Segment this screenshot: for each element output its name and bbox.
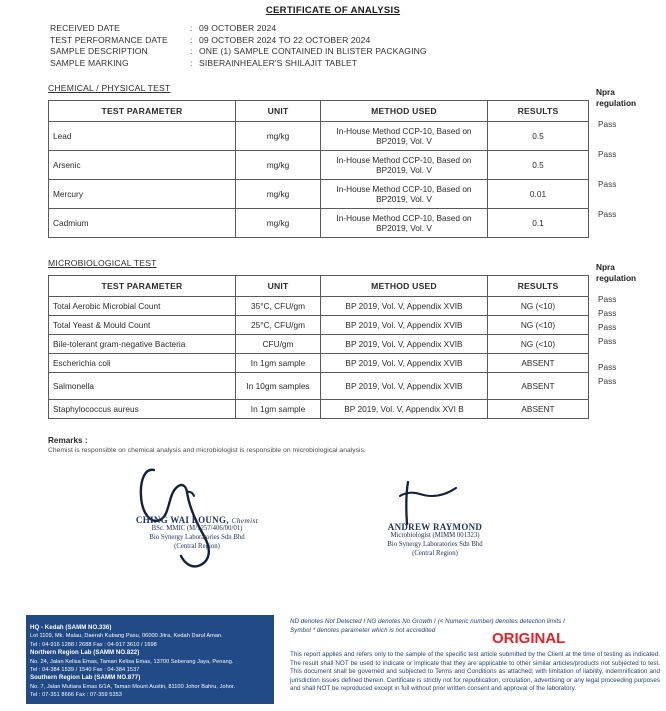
signatory-region: (Central Region) bbox=[174, 542, 220, 550]
cell-parameter: Salmonella bbox=[49, 373, 236, 400]
cell-result: 0.5 bbox=[488, 151, 589, 180]
npra-status-lead: Pass bbox=[598, 119, 617, 130]
denote-line-1: ND denotes Not Detected I NG denotes No Growth I (< Numeric number) denotes detection limits I bbox=[290, 618, 565, 625]
remarks-title: Remarks : bbox=[48, 436, 88, 446]
column-header-unit: UNIT bbox=[236, 276, 321, 297]
signatory-role: Chemist bbox=[231, 516, 259, 526]
original-stamp: ORIGINAL bbox=[492, 630, 566, 647]
meta-colon: : bbox=[190, 57, 193, 68]
cell-method: BP 2019, Vol. V, Appendix XVIB bbox=[321, 373, 488, 400]
signatory-company: Bio Synergy Laboratories Sdn Bhd bbox=[149, 533, 245, 541]
meta-row-test-performance-date bbox=[50, 35, 666, 47]
cell-unit: mg/kg bbox=[236, 180, 321, 209]
chemical-test-table bbox=[48, 100, 589, 238]
meta-colon: : bbox=[190, 34, 193, 45]
column-header-unit: UNIT bbox=[236, 101, 321, 122]
cell-parameter: Cadmium bbox=[49, 209, 236, 238]
table-header-row bbox=[49, 276, 589, 297]
office-name-northern: Northern Region Lab (SAMM NO.822) bbox=[30, 649, 140, 657]
remarks-body: Chemist is responsible on chemical analysis and microbiologist is responsible on microbiological analysis. bbox=[48, 447, 366, 455]
footer-notes bbox=[290, 617, 660, 693]
footer-office-addresses bbox=[30, 624, 274, 700]
cell-method: In-House Method CCP-10, Based on BP2019, Vol. V bbox=[321, 180, 488, 209]
cell-method: In-House Method CCP-10, Based on BP2019, Vol. V bbox=[321, 209, 488, 238]
signatory-credentials: Microbiologist (MIMM 001323) bbox=[390, 532, 480, 540]
table-row bbox=[49, 335, 589, 354]
cell-method: BP 2019, Vol. V, Appendix XVIB bbox=[321, 316, 488, 335]
column-header-test-parameter: TEST PARAMETER bbox=[49, 101, 236, 122]
table-row bbox=[49, 122, 589, 151]
cell-unit: In 10gm samples bbox=[236, 373, 321, 400]
npra-status-cadmium: Pass bbox=[598, 209, 617, 220]
cell-unit: 35°C, CFU/gm bbox=[236, 297, 321, 316]
meta-row-sample-description bbox=[50, 46, 666, 58]
meta-label: RECEIVED DATE bbox=[50, 23, 120, 33]
denote-line-2: Symbol * denotes parameter which is not accredited bbox=[290, 627, 436, 634]
npra-status-bile-tolerant-bacteria: Pass bbox=[598, 322, 617, 333]
cell-parameter: Arsenic bbox=[49, 151, 236, 180]
npra-regulation-header-chemical bbox=[596, 87, 666, 108]
cell-parameter: Staphylococcus aureus bbox=[49, 400, 236, 419]
cell-result: NG (<10) bbox=[488, 297, 589, 316]
column-header-test-parameter: TEST PARAMETER bbox=[49, 276, 236, 297]
cell-unit: mg/kg bbox=[236, 122, 321, 151]
microbiological-test-table bbox=[48, 275, 589, 419]
cell-result: NG (<10) bbox=[488, 316, 589, 335]
column-header-method-used: METHOD USED bbox=[321, 276, 488, 297]
npra-header-line2: regulation bbox=[596, 97, 637, 108]
cell-method: BP 2019, Vol. V, Appendix XVI B bbox=[321, 400, 488, 419]
meta-value: 09 OCTOBER 2024 TO 22 OCTOBER 2024 bbox=[199, 34, 371, 45]
cell-method: BP 2019, Vol. V, Appendix XVIB bbox=[321, 297, 488, 316]
cell-result: ABSENT bbox=[488, 373, 589, 400]
cell-parameter: Total Yeast & Mould Count bbox=[49, 316, 236, 335]
signatory-region: (Central Region) bbox=[412, 549, 458, 557]
footer bbox=[0, 607, 666, 711]
cell-unit: mg/kg bbox=[236, 209, 321, 238]
npra-status-arsenic: Pass bbox=[598, 149, 617, 160]
column-header-results: RESULTS bbox=[488, 101, 589, 122]
cell-parameter: Bile-tolerant gram-negative Bacteria bbox=[49, 335, 236, 354]
cell-unit: mg/kg bbox=[236, 151, 321, 180]
meta-row-received-date bbox=[50, 23, 666, 35]
table-row bbox=[49, 297, 589, 316]
signature-block-chemist bbox=[112, 515, 282, 551]
page-title: CERTIFICATE OF ANALYSIS bbox=[265, 5, 401, 16]
signature-block-microbiologist bbox=[350, 522, 520, 558]
cell-method: BP 2019, Vol. V, Appendix XVIB bbox=[321, 335, 488, 354]
cell-result: 0.1 bbox=[488, 209, 589, 238]
meta-label: TEST PERFORMANCE DATE bbox=[50, 34, 168, 45]
office-name-hq: HQ - Kedah (SAMM NO.336) bbox=[30, 624, 112, 631]
npra-status-staphylococcus-aureus: Pass bbox=[598, 376, 617, 387]
cell-method: BP 2019, Vol. V, Appendix XVIB bbox=[321, 354, 488, 373]
signature-area bbox=[0, 460, 666, 595]
table-row bbox=[49, 316, 589, 335]
signatory-name: ANDREW RAYMOND bbox=[387, 522, 483, 533]
column-header-method-used: METHOD USED bbox=[321, 101, 488, 122]
column-header-results: RESULTS bbox=[488, 276, 589, 297]
disclaimer-text: This report applies and refers only to the sample of the specific test article submitted by the Client at the time of testing as indicated. The result shall NOT be used to indicate or implicate that they are applicable to other similar articles/products not subjected to test. This document shall be governed and subjected to Terms and Conditions as attached; with limitation of liability, indemnification and jurisdiction issues defined therein. Certificate is strictly not for republication, circulation, advertising or any legal proceeding purposes and shall NOT be reproduced except in full without prior written consent and approval of the laboratory. bbox=[290, 651, 660, 693]
table-row bbox=[49, 354, 589, 373]
cell-result: 0.5 bbox=[488, 122, 589, 151]
table-row bbox=[49, 180, 589, 209]
npra-status-total-aerobic-microbial-count: Pass bbox=[598, 294, 617, 305]
npra-regulation-header-microbiological bbox=[596, 262, 666, 283]
cell-result: NG (<10) bbox=[488, 335, 589, 354]
section-heading-chemical: CHEMICAL / PHYSICAL TEST bbox=[48, 83, 171, 94]
office-contact-northern: Tel : 04-384 1539 / 1540 Fax : 04-384 1537 bbox=[30, 667, 140, 674]
cell-parameter: Mercury bbox=[49, 180, 236, 209]
cell-parameter: Total Aerobic Microbial Count bbox=[49, 297, 236, 316]
cell-unit: 25°C, CFU/gm bbox=[236, 316, 321, 335]
cell-result: 0.01 bbox=[488, 180, 589, 209]
office-contact-hq: Tel : 04-916 1288 / 2688 Fax : 04-917 3610 / 1698 bbox=[30, 641, 157, 648]
cell-parameter: Lead bbox=[49, 122, 236, 151]
section-heading-microbiological: MICROBIOLOGICAL TEST bbox=[48, 258, 157, 269]
signatory-name: CHING WAI LOUNG, Chemist bbox=[135, 515, 259, 526]
meta-colon: : bbox=[190, 46, 193, 57]
meta-label: SAMPLE MARKING bbox=[50, 57, 129, 68]
office-address-northern: No. 24, Jalan Kelisa Emas, Taman Kelisa Emas, 13700 Seberang Jaya, Penang. bbox=[30, 658, 234, 665]
npra-header-line1: Npra bbox=[596, 262, 615, 273]
meta-value: ONE (1) SAMPLE CONTAINED IN BLISTER PACKAGING bbox=[199, 46, 427, 57]
table-row bbox=[49, 151, 589, 180]
cell-parameter: Escherichia coli bbox=[49, 354, 236, 373]
meta-row-sample-marking bbox=[50, 58, 666, 70]
npra-status-salmonella: Pass bbox=[598, 362, 617, 373]
office-address-southern: No. 7, Jalan Mutiara Emas 6/1A, Taman Mount Austin, 81100 Johor Bahru, Johor. bbox=[30, 683, 236, 690]
meta-value: SIBERAINHEALER'S SHILAJIT TABLET bbox=[199, 57, 358, 68]
cell-result: ABSENT bbox=[488, 354, 589, 373]
cell-unit: In 1gm sample bbox=[236, 400, 321, 419]
meta-value: 09 OCTOBER 2024 bbox=[199, 23, 277, 33]
npra-status-escherichia-coli: Pass bbox=[598, 336, 617, 347]
office-address-hq: Lot 1109, Mk. Malau, Daerah Kubang Pasu, 06000 Jitra, Kedah Darul Aman. bbox=[30, 633, 223, 640]
meta-colon: : bbox=[190, 23, 193, 33]
signatory-credentials: BSc. MMIC (M/1257/406/00/01) bbox=[151, 525, 243, 533]
npra-status-total-yeast-mould-count: Pass bbox=[598, 308, 617, 319]
meta-label: SAMPLE DESCRIPTION bbox=[50, 46, 148, 57]
remarks-block bbox=[48, 436, 666, 454]
table-row bbox=[49, 373, 589, 400]
cell-method: In-House Method CCP-10, Based on BP2019, Vol. V bbox=[321, 151, 488, 180]
cell-result: ABSENT bbox=[488, 400, 589, 419]
cell-unit: CFU/gm bbox=[236, 335, 321, 354]
cell-unit: In 1gm sample bbox=[236, 354, 321, 373]
npra-header-line2: regulation bbox=[596, 272, 637, 283]
npra-status-mercury: Pass bbox=[598, 179, 617, 190]
table-row bbox=[49, 400, 589, 419]
table-header-row bbox=[49, 101, 589, 122]
office-name-southern: Southern Region Lab (SAMM NO.877) bbox=[30, 674, 141, 682]
cell-method: In-House Method CCP-10, Based on BP2019, Vol. V bbox=[321, 122, 488, 151]
npra-header-line1: Npra bbox=[596, 87, 615, 98]
sample-meta-block bbox=[50, 23, 666, 69]
table-row bbox=[49, 209, 589, 238]
signatory-company: Bio Synergy Laboratories Sdn Bhd bbox=[387, 540, 483, 548]
office-contact-southern: Tel : 07-351 8666 Fax : 07-359 5353 bbox=[30, 692, 122, 699]
